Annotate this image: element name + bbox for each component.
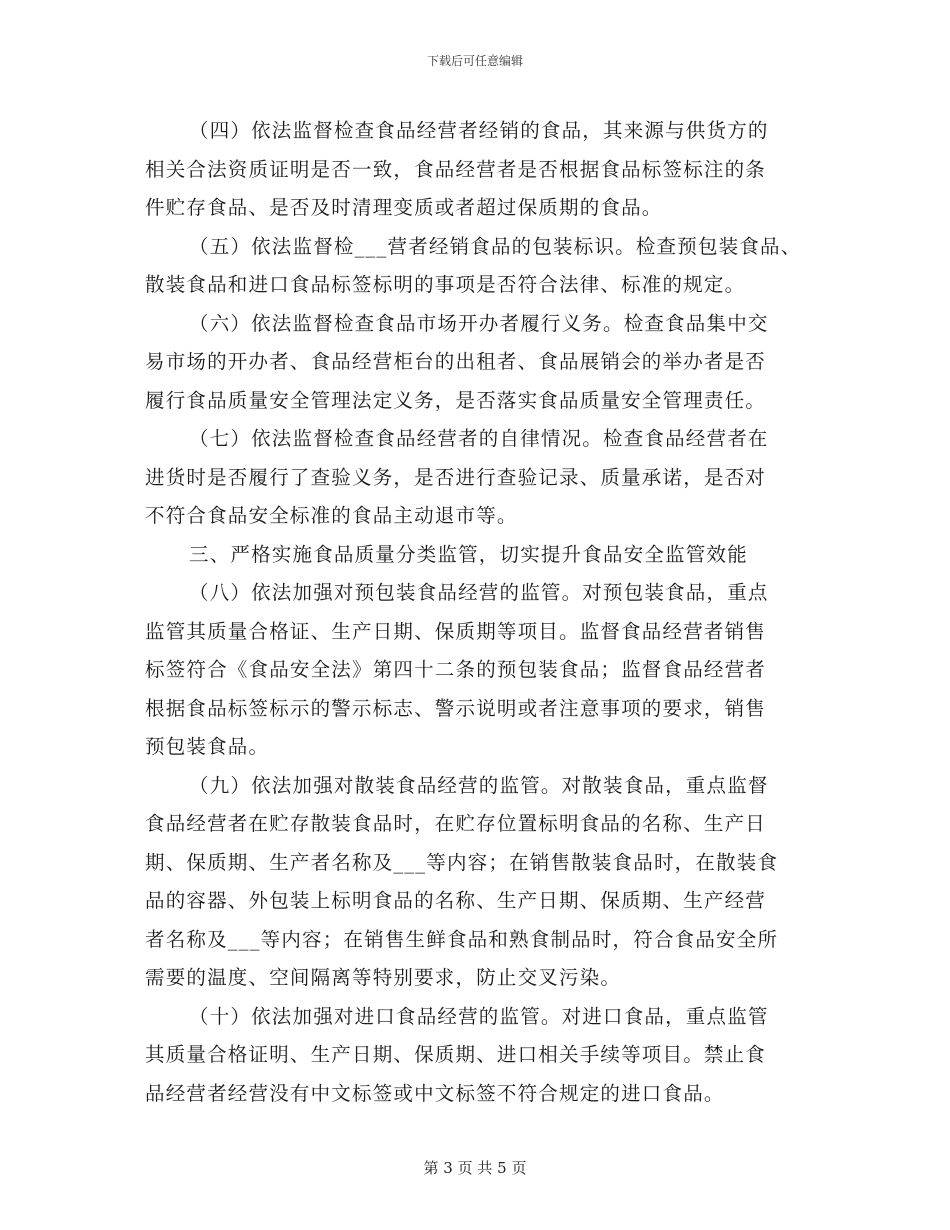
text-line: （七）依法监督检查食品经营者的自律情况。检查食品经营者在 bbox=[189, 427, 769, 450]
text-line: 标签符合《食品安全法》第四十二条的预包装食品；监督食品经营者 bbox=[145, 658, 767, 681]
text-line: 食品经营者在贮存散装食品时，在贮存位置标明食品的名称、生产日 bbox=[145, 812, 767, 835]
text-line: 三、严格实施食品质量分类监管，切实提升食品安全监管效能 bbox=[189, 542, 748, 566]
text-line: 预包装食品。 bbox=[145, 735, 270, 758]
text-line: （九）依法加强对散装食品经营的监管。对散装食品，重点监督 bbox=[189, 773, 769, 797]
text-line: 品经营者经营没有中文标签或中文标签不符合规定的进口食品。 bbox=[145, 1081, 725, 1105]
text-line: 履行食品质量安全管理法定义务，是否落实食品质量安全管理责任。 bbox=[145, 388, 767, 412]
page-header-note: 下载后可任意编辑 bbox=[426, 54, 523, 68]
text-line: （六）依法监督检查食品市场开办者履行义务。检查食品集中交 bbox=[189, 311, 769, 335]
text-line: 进货时是否履行了查验义务，是否进行查验记录、质量承诺，是否对 bbox=[145, 465, 767, 489]
text-line: （八）依法加强对预包装食品经营的监管。对预包装食品，重点 bbox=[189, 581, 769, 604]
text-line: 相关合法资质证明是否一致，食品经营者是否根据食品标签标注的条 bbox=[145, 157, 767, 181]
text-line: 易市场的开办者、食品经营柜台的出租者、食品展销会的举办者是否 bbox=[145, 350, 767, 373]
text-line: 监管其质量合格证、生产日期、保质期等项目。监督食品经营者销售 bbox=[145, 619, 767, 643]
text-line: 其质量合格证明、生产日期、保质期、进口相关手续等项目。禁止食 bbox=[145, 1043, 767, 1066]
text-line: 品的容器、外包装上标明食品的名称、生产日期、保质期、生产经营 bbox=[145, 889, 767, 912]
document-body bbox=[145, 112, 805, 1113]
page-number-footer: 第 3 页 共 5 页 bbox=[423, 1159, 527, 1177]
text-line: （五）依法监督检___营者经销食品的包装标识。检查预包装食品、 bbox=[189, 234, 802, 258]
text-line: 期、保质期、生产者名称及___等内容；在销售散装食品时，在散装食 bbox=[145, 850, 779, 874]
text-line: （四）依法监督检查食品经营者经销的食品，其来源与供货方的 bbox=[189, 119, 769, 142]
text-line: （十）依法加强对进口食品经营的监管。对进口食品，重点监管 bbox=[189, 1004, 769, 1028]
text-line: 根据食品标签标示的警示标志、警示说明或者注意事项的要求，销售 bbox=[145, 696, 767, 720]
text-line: 不符合食品安全标准的食品主动退市等。 bbox=[145, 504, 518, 527]
text-line: 需要的温度、空间隔离等特别要求，防止交叉污染。 bbox=[145, 966, 622, 989]
text-line: 散装食品和进口食品标签标明的事项是否符合法律、标准的规定。 bbox=[145, 273, 746, 296]
text-line: 件贮存食品、是否及时清理变质或者超过保质期的食品。 bbox=[145, 196, 663, 219]
text-line: 者名称及___等内容；在销售生鲜食品和熟食制品时，符合食品安全所 bbox=[145, 927, 779, 951]
